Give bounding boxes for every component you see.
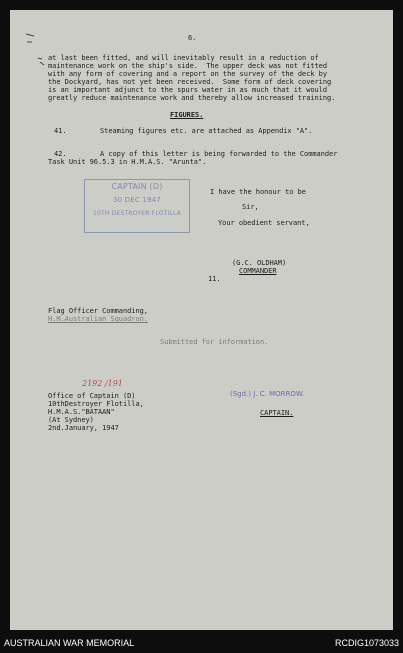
para-41-number: 41. — [54, 127, 67, 135]
para-42-number: 42. — [54, 150, 67, 158]
office-line: 10thDestroyer Flotilla, — [48, 400, 144, 408]
received-stamp — [84, 179, 190, 233]
addressee-line2: H.M.Australian Squadron. — [48, 315, 148, 323]
figures-heading: FIGURES. — [170, 111, 204, 119]
body-line: with any form of covering and a report on the survey of the deck by — [48, 70, 328, 78]
stamp-date: 30 DEC 1947 — [112, 196, 162, 204]
addressee-line1: Flag Officer Commanding, — [48, 307, 148, 315]
body-line: the Dockyard, has not yet been received. Some form of deck covering — [48, 78, 332, 86]
submitted-note: Submitted for information. — [160, 338, 269, 346]
margin-marks — [24, 32, 46, 68]
para-42-line2: Task Unit 96.5.3 in H.M.A.S. "Arunta". — [48, 158, 207, 166]
body-line: greatly reduce maintenance work and thereby allow increased training. — [48, 94, 336, 102]
handwritten-reference: 2192 /191 — [82, 379, 123, 388]
signature-mark: 11. — [208, 275, 221, 283]
office-line: 2nd.January, 1947 — [48, 424, 119, 432]
stamp-title: CAPTAIN (D) — [111, 182, 163, 191]
closing-line: I have the honour to be — [210, 188, 306, 196]
closing-line: Your obedient servant, — [218, 219, 310, 227]
closing-line: Sir, — [242, 203, 259, 211]
captain-title: CAPTAIN. — [260, 409, 294, 417]
office-line: Office of Captain (D) — [48, 392, 136, 400]
para-42-line1: A copy of this letter is being forwarded to the Commander — [100, 150, 338, 158]
signature-rank: COMMANDER — [239, 267, 277, 275]
footer-bar — [0, 632, 403, 653]
office-line: H.M.A.S."BATAAN" — [48, 408, 115, 416]
signature-name: (G.C. OLDHAM) — [232, 259, 287, 267]
office-line: (At Sydney) — [48, 416, 94, 424]
footer-source: AUSTRALIAN WAR MEMORIAL — [4, 638, 135, 648]
footer-id: RCDIG1073033 — [334, 638, 399, 648]
page-number: 6. — [188, 34, 197, 42]
signed-line: (Sgd.) J. C. MORROW. — [230, 390, 305, 398]
body-line: at last been fitted, and will inevitably result in a reduction of — [48, 54, 319, 62]
document-page — [10, 10, 393, 630]
para-41-text: Steaming figures etc. are attached as Appendix "A". — [100, 127, 313, 135]
body-line: maintenance work on the ship's side. The upper deck was not fitted — [48, 62, 328, 70]
body-line: is an important adjunct to the spurs water in as much that it would — [48, 86, 328, 94]
stamp-unit: 10TH DESTROYER FLOTILLA — [93, 210, 181, 217]
